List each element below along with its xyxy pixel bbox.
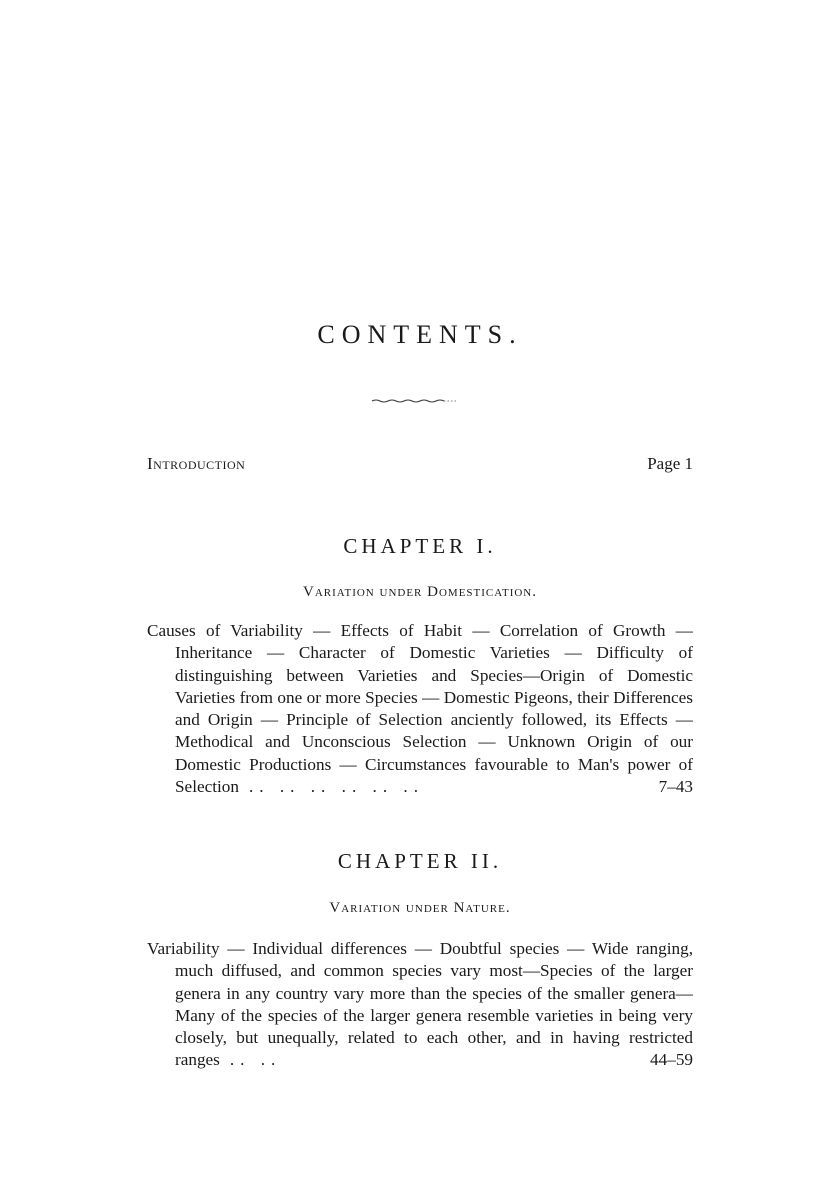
chapter-1-leaders: .. .. .. .. .. ..: [248, 777, 425, 797]
introduction-label: Introduction: [147, 454, 246, 473]
chapter-2-leaders: .. ..: [229, 1050, 282, 1070]
chapter-1-summary-text: Causes of Variability — Effects of Habit — Correlation of Growth — Inheritance — Character of Domestic Varieties — Difficulty of distinguishing between Varieties and Species—Origin of Domestic Varieties from one or more Species — Domestic Pigeons, their Differences and Origin — Principle of Selection anciently followed, its Effects — Methodical and Unconscious Selection — Unknown Origin of our Domestic Productions — Circumstances favourable to Man's power of Selection: [147, 621, 693, 797]
chapter-1-heading: CHAPTER I.: [343, 534, 497, 558]
chapter-2-heading: CHAPTER II.: [337, 849, 503, 873]
title-ornament-rule: [370, 398, 460, 404]
page-title: CONTENTS.: [317, 320, 523, 349]
chapter-1-summary: [147, 620, 693, 798]
introduction-entry: [147, 454, 693, 474]
chapter-2-pages: 44–59: [650, 1050, 693, 1070]
chapter-2-subtitle: Variation under Nature.: [329, 900, 511, 916]
chapter-2-summary-text: Variability — Individual differences — Doubtful species — Wide ranging, much diffused, and common species vary most—Species of the larger genera in any country vary more than the species of the smaller genera—Many of the species of the larger genera resemble varieties in being very closely, but unequally, related to each other, and in having restricted ranges: [147, 939, 693, 1070]
chapter-1-pages: 7–43: [658, 777, 693, 797]
introduction-page: Page 1: [647, 454, 693, 473]
chapter-1-subtitle: Variation under Domestication.: [302, 584, 538, 600]
chapter-2-summary: [147, 938, 693, 1072]
